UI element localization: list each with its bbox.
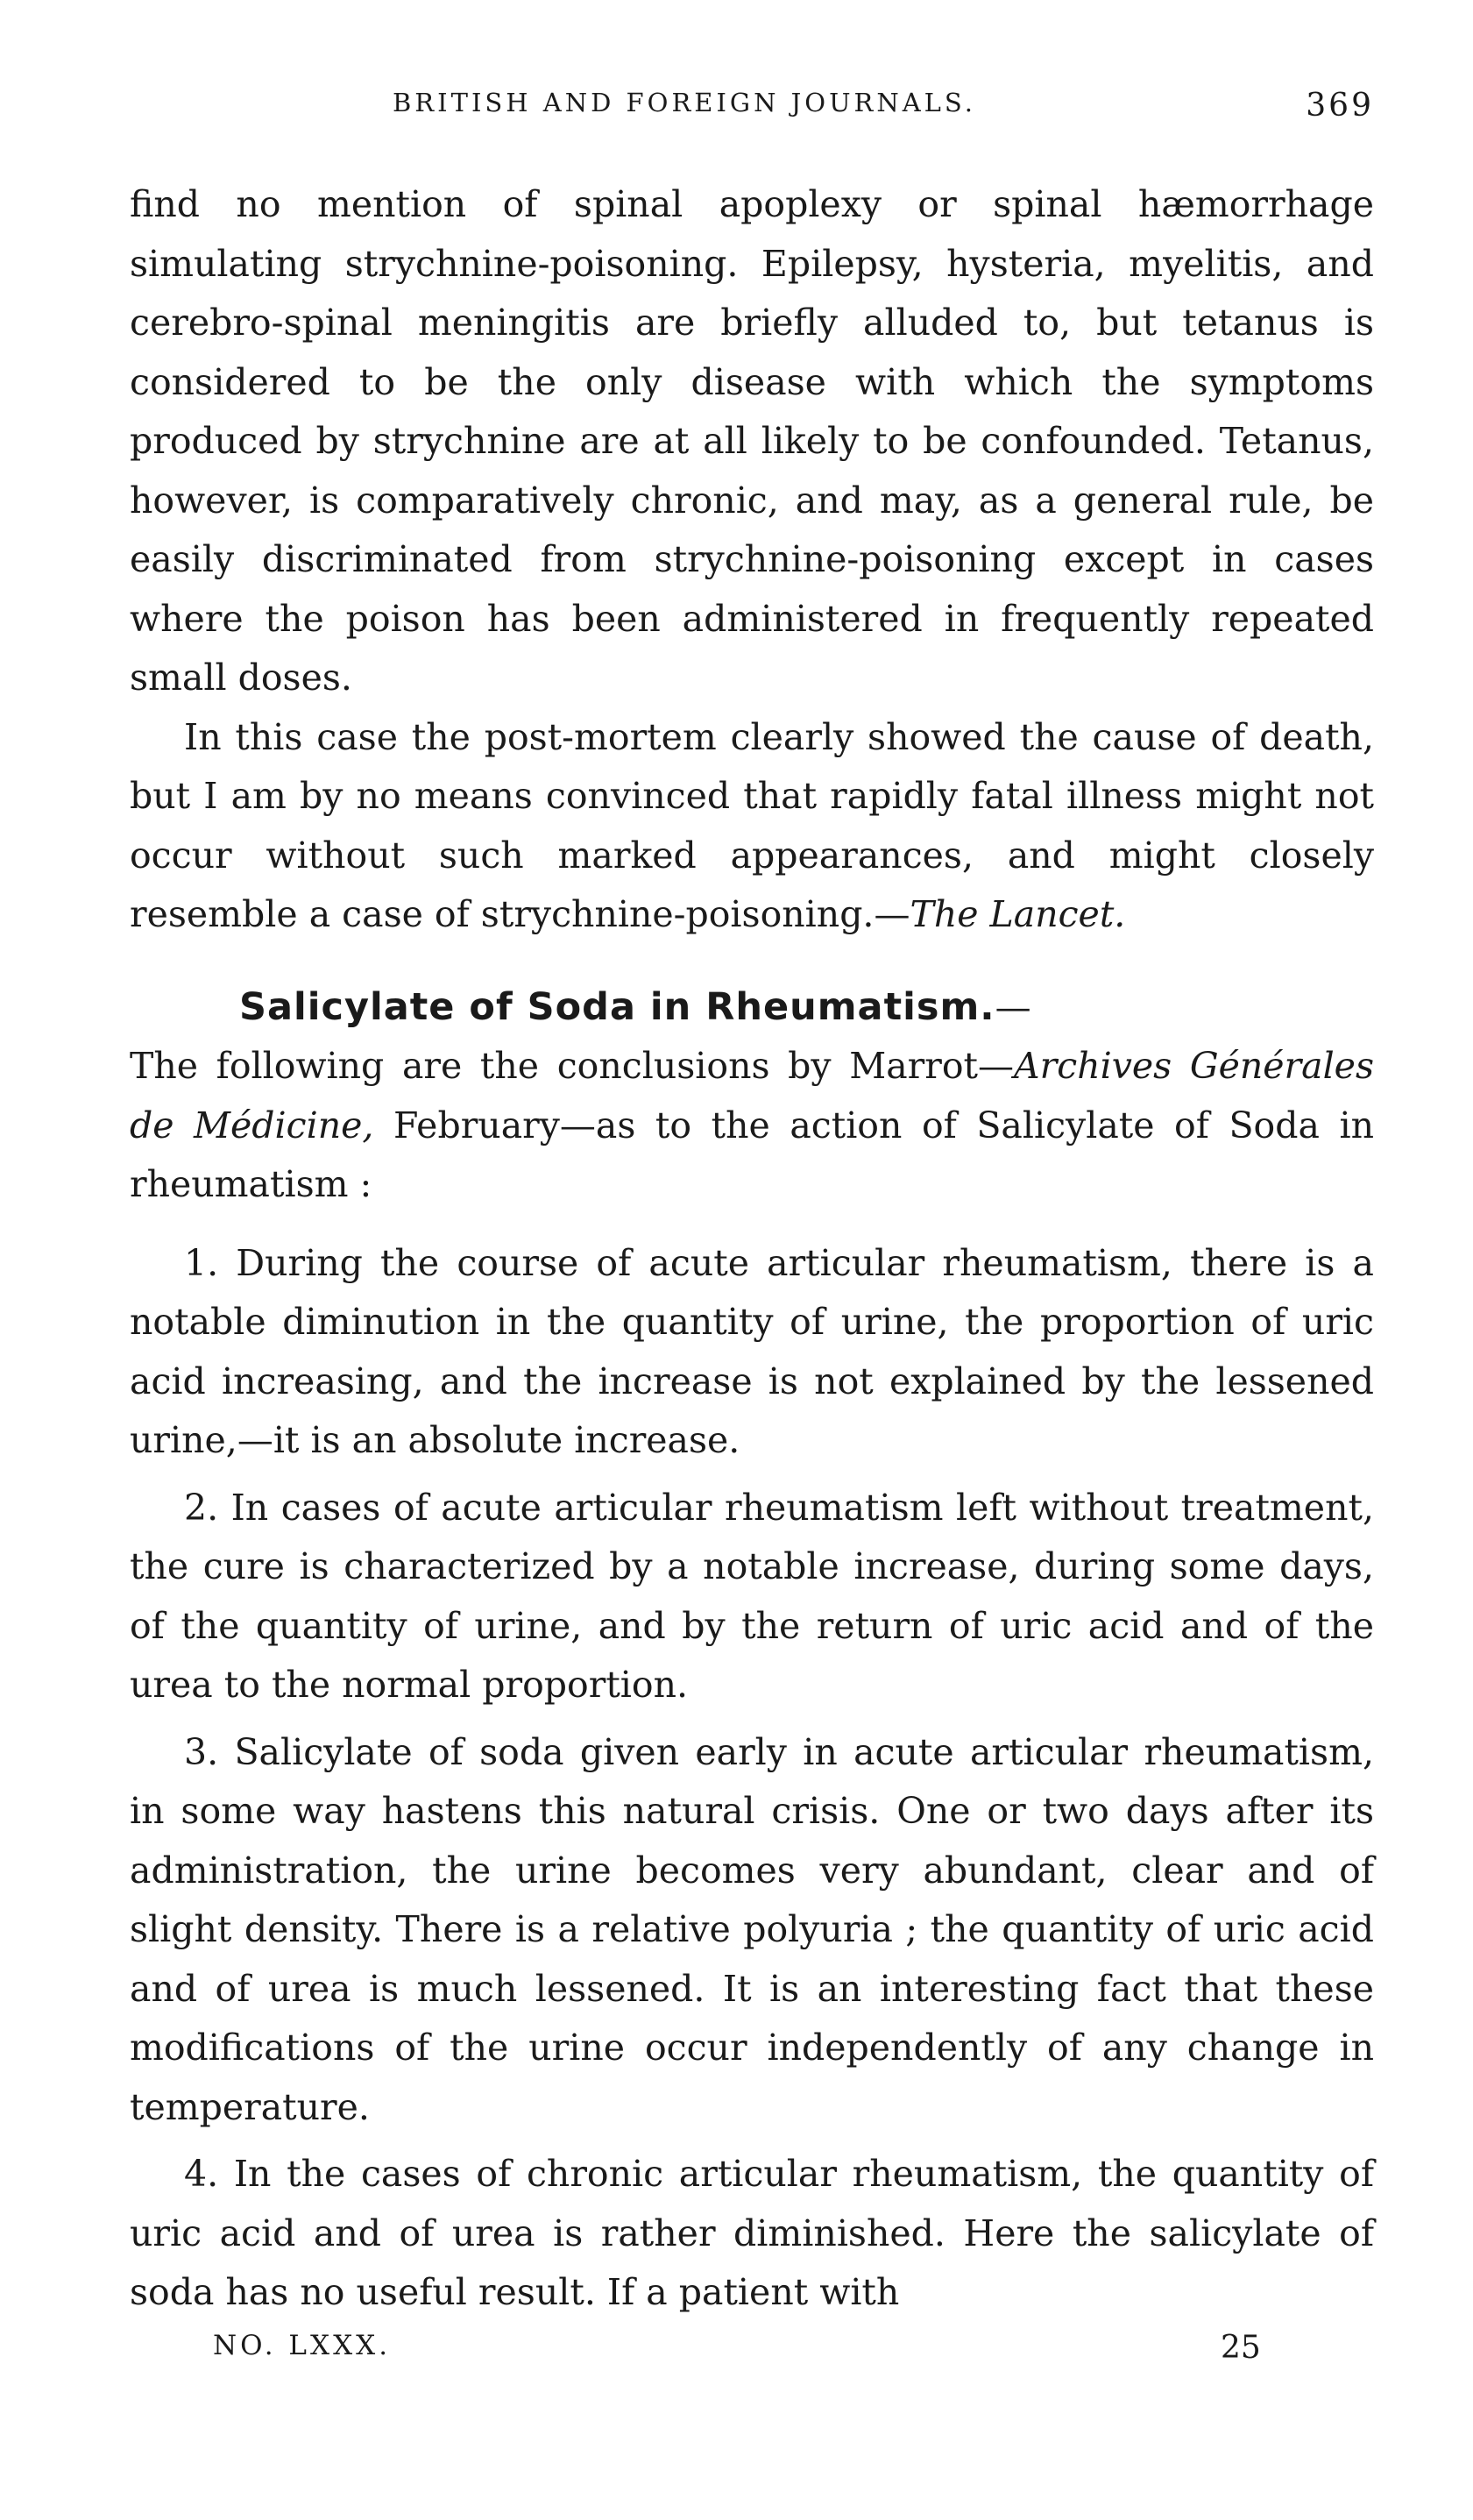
section-intro-before: The following are the conclusions by Marrot—	[130, 1045, 1015, 1087]
list-item: 2. In cases of acute articular rheumatism left without treatment, the cure is characterized by a notable increase, during some days, of the quantity of urine, and by the return of uric acid and of the urea to the normal proportion.	[130, 1486, 1374, 1706]
source-citation: The Lancet.	[910, 893, 1126, 935]
running-head	[130, 88, 1374, 140]
list-item: 1. During the course of acute articular rheumatism, there is a notable diminution in the quantity of urine, the proportion of uric acid increasing, and the increase is not explained by the lessened urine,—it is an absolute increase.	[130, 1241, 1374, 1461]
page-footer	[130, 2330, 1374, 2382]
running-title: BRITISH AND FOREIGN JOURNALS.	[393, 88, 976, 117]
signature-number: 25	[1221, 2329, 1261, 2366]
section-title: Salicylate of Soda in Rheumatism.	[239, 984, 995, 1029]
journal-page	[130, 88, 1374, 2454]
paragraph-conclusion	[130, 708, 1374, 945]
paragraph-conclusion-text: In this case the post-mortem clearly showed the cause of death, but I am by no means convinced that rapidly fatal illness might not occur without such marked appearances, and might closely resemble a case of strychnine-poisoning.—	[130, 715, 1374, 935]
section-heading	[130, 978, 1374, 1038]
journal-name: Archives Générales de Médicine,	[130, 1045, 1374, 1146]
page-number: 369	[1306, 88, 1374, 124]
list-item: 3. Salicylate of soda given early in acute articular rheumatism, in some way hastens this natural crisis. One or two days after its administration, the urine becomes very abundant, clear and of slight density. There is a relative polyuria ; the quantity of uric acid and of urea is much lessened. It is an interesting fact that these modifications of the urine occur independently of any change in temperature.	[130, 1730, 1374, 2128]
conclusions-list	[130, 1234, 1374, 2323]
article-body	[130, 175, 1374, 945]
signature-mark: NO. LXXX.	[213, 2329, 392, 2361]
list-item: 4. In the cases of chronic articular rheumatism, the quantity of uric acid and of urea is rather diminished. Here the salicylate of soda has no useful result. If a patient with	[130, 2153, 1374, 2313]
section-title-dash: —	[995, 985, 1031, 1028]
section-intro	[130, 1037, 1374, 1215]
paragraph-continued: find no mention of spinal apoplexy or spinal hæmorrhage simulating strychnine-poisoning. Epilepsy, hysteria, myelitis, and cerebro-spinal meningitis are briefly alluded to, but tetanus is considered to be the only disease with which the symptoms produced by strychnine are at all likely to be confounded. Tetanus, however, is comparatively chronic, and may, as a general rule, be easily discriminated from strychnine-poisoning except in cases where the poison has been administered in frequently repeated small doses.	[130, 183, 1374, 699]
section	[130, 978, 1374, 2323]
section-intro-after: February—as to the action of Salicylate of Soda in rheumatism :	[130, 1104, 1374, 1205]
